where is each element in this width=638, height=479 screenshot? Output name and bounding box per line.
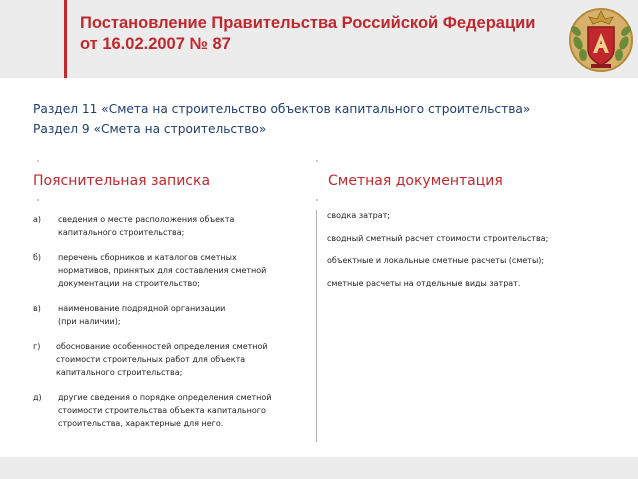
list-item-text: перечень сборников и каталогов сметных нормативов, принятых для составления сметной документации на строительство; [58,252,267,289]
list-item-text: другие сведения о порядке определения сметной стоимости строительства объекта капитального строительства, характерные для него. [58,393,272,429]
column-divider [316,210,317,442]
title-line-2: от 16.02.2007 № 87 [80,35,231,53]
section-titles [33,99,613,139]
list-item [33,251,303,291]
header-accent-bar [64,0,67,78]
list-item: сводный сметный расчет стоимости строительства; [327,233,549,243]
list-item: сметные расчеты на отдельные виды затрат. [327,278,521,288]
list-item: объектные и локальные сметные расчеты (сметы); [327,256,545,266]
explanatory-note-heading: Пояснительная записка [33,173,211,189]
list-item-marker: в) [33,304,41,314]
estimate-docs-heading: Сметная документация [328,173,503,189]
estimate-docs-list [327,210,627,300]
section-title-2: Раздел 9 «Смета на строительство» [33,122,267,136]
header-band [0,0,638,78]
footer-band [0,457,638,479]
list-item-marker: а) [33,215,42,224]
list-item-text: сведения о месте расположения объекта капитального строительства; [58,215,235,238]
decor-dot [316,160,318,162]
list-item [33,391,303,431]
list-item-marker: д) [33,393,42,403]
list-item-text: обоснование особенностей определения сметной стоимости строительных работ для объекта капитального строительства; [56,341,268,378]
decor-dot [37,160,39,162]
list-item [33,302,303,328]
explanatory-note-list [33,213,303,442]
page-title [80,13,550,55]
coat-of-arms-emblem-icon [565,3,637,75]
list-item-marker: б) [33,252,42,262]
title-line-1: Постановление Правительства Российской Федерации [80,14,536,32]
section-title-1: Раздел 11 «Смета на строительство объектов капитального строительства» [33,102,531,116]
list-item: сводка затрат; [327,211,390,220]
decor-dot [37,199,39,201]
list-item-text: наименование подрядной организации (при наличии); [58,304,226,327]
decor-dot [316,199,318,201]
list-item [33,340,303,380]
list-item [33,213,303,239]
list-item-marker: г) [33,341,41,351]
